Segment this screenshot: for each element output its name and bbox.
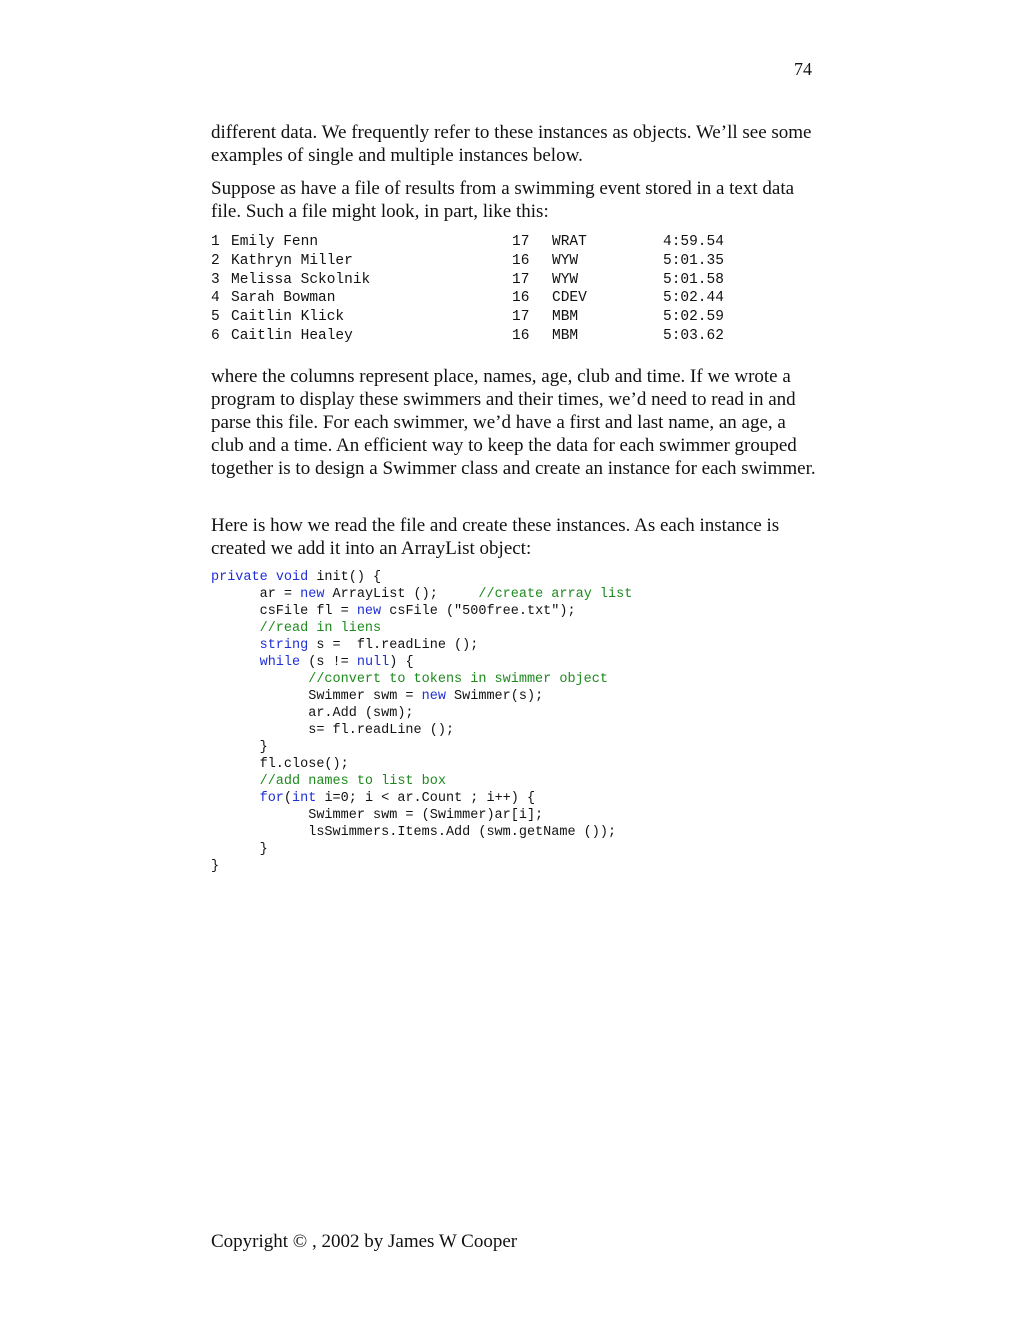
code-text [211,672,308,687]
result-age: 16 [512,327,530,344]
code-text: i=0; i < ar.Count ; i++) { [316,791,536,806]
paragraph-read-file: Here is how we read the file and create these instances. As each instance is created we add it into an ArrayList object: [211,515,780,559]
code-text: Swimmer swm = (Swimmer)ar[i]; [211,808,544,823]
result-time: 5:03.62 [663,327,724,344]
result-time: 5:01.35 [663,252,724,269]
result-club: MBM [552,309,579,326]
code-text: Swimmer swm = [211,689,422,704]
code-text [211,655,260,670]
code-text: ( [283,791,293,806]
code-line [211,688,632,705]
result-age: 16 [512,252,530,269]
code-keyword: void [275,570,309,585]
code-line [211,671,632,688]
code-text: Swimmer(s); [445,689,544,704]
code-line [211,858,632,875]
copyright-footer: Copyright © , 2002 by James W Cooper [211,1231,518,1252]
result-age: 16 [512,290,530,307]
code-keyword: new [300,587,325,602]
result-club: WYW [552,271,579,288]
paragraph-columns-explanation: where the columns represent place, names, age, club and time. If we wrote a program to display these swimmers and their times, we’d need to read in and parse this file. For each swimmer, we’d have a first and last name, an age, a club and a time. An efficient way to keep the data for each swimmer grouped together is to design a Swimmer class and create an instance for each swimmer. [211,366,816,479]
code-text: ar = [211,587,301,602]
result-age: 17 [512,271,530,288]
code-text [211,774,260,789]
code-line [211,620,632,637]
code-text [268,570,276,585]
result-place: 4 [211,290,220,307]
code-line [211,824,632,841]
code-line [211,773,632,790]
code-line [211,790,632,807]
code-line [211,739,632,756]
code-text: ) { [389,655,414,670]
code-text: fl.close(); [211,757,349,772]
code-line [211,705,632,722]
code-text: init() { [308,570,382,585]
code-line [211,586,632,603]
code-text [211,621,260,636]
code-text: (s != [300,655,357,670]
code-line [211,569,632,586]
code-line [211,722,632,739]
code-keyword: while [259,655,301,670]
code-text: csFile fl = [211,604,357,619]
result-time: 5:02.59 [663,309,724,326]
page-number: 74 [794,59,812,79]
code-comment: //create array list [478,587,633,602]
code-text: ar.Add (swm); [211,706,414,721]
paragraph-results-file: Suppose as have a file of results from a swimming event stored in a text data file. Such a file might look, in part, like this: [211,178,795,222]
result-age: 17 [512,234,530,250]
result-time: 4:59.54 [663,234,724,250]
code-keyword: for [259,791,284,806]
code-keyword: null [356,655,390,670]
code-text: } [211,842,268,857]
result-name: Kathryn Miller [231,252,353,269]
result-place: 2 [211,252,220,269]
code-text: ArrayList (); [324,587,479,602]
code-keyword: string [259,638,309,653]
result-club: CDEV [552,290,587,307]
code-text [211,638,260,653]
code-comment: //read in liens [259,621,382,636]
code-text [211,791,260,806]
code-comment: //add names to list box [259,774,446,789]
result-place: 5 [211,309,220,326]
code-line [211,807,632,824]
result-club: MBM [552,327,579,344]
code-keyword: new [356,604,382,619]
code-keyword: private [211,570,268,585]
code-line [211,603,632,620]
code-text: } [211,859,220,874]
code-line [211,756,632,773]
result-time: 5:01.58 [663,271,724,288]
code-text: s= fl.readLine (); [211,723,455,738]
code-comment: //convert to tokens in swimmer object [308,672,608,687]
result-age: 17 [512,309,530,326]
code-text: csFile ("500free.txt"); [381,604,576,619]
code-keyword: new [421,689,446,704]
code-line [211,637,632,654]
result-name: Caitlin Healey [231,327,353,344]
result-name: Caitlin Klick [231,309,345,326]
result-name: Emily Fenn [231,234,319,250]
code-keyword: int [292,791,317,806]
result-name: Melissa Sckolnik [231,271,371,288]
paragraph-intro-continued: different data. We frequently refer to these instances as objects. We’ll see some examples of single and multiple instances below. [211,122,812,166]
result-place: 6 [211,327,220,344]
code-line [211,841,632,858]
code-text: } [211,740,268,755]
result-name: Sarah Bowman [231,290,336,307]
result-club: WRAT [552,234,587,250]
code-text: s = fl.readLine (); [308,638,479,653]
result-place: 1 [211,234,220,250]
code-listing-init [211,569,632,875]
result-club: WYW [552,252,579,269]
code-line [211,654,632,671]
code-text: lsSwimmers.Items.Add (swm.getName ()); [211,825,617,840]
result-time: 5:02.44 [663,290,724,307]
result-place: 3 [211,271,220,288]
